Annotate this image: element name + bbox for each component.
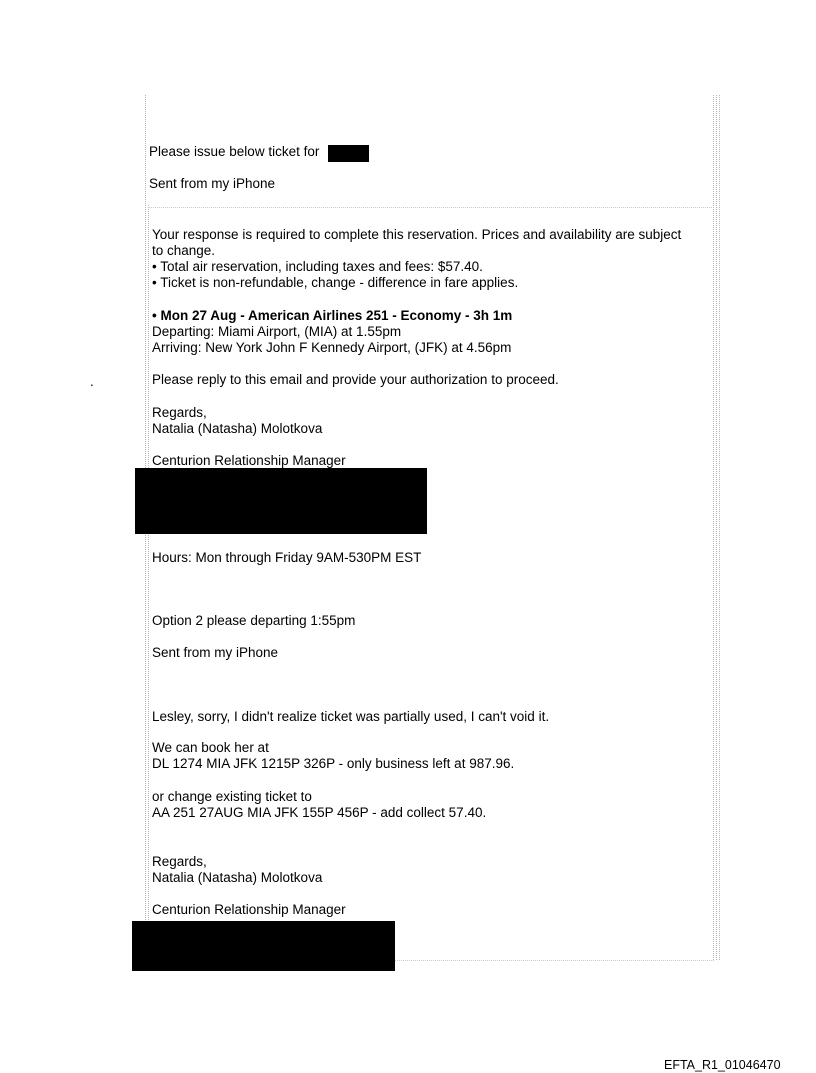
change-intro: or change existing ticket to (152, 789, 312, 804)
frame-left-line-inner (148, 205, 149, 960)
reply-request: Please reply to this email and provide your authorization to proceed. (152, 372, 559, 387)
signature-title: Centurion Relationship Manager (152, 453, 346, 468)
frame-right-line-3 (719, 95, 720, 960)
option-reply: Option 2 please departing 1:55pm (152, 613, 356, 628)
redaction-box (132, 921, 395, 971)
hours-line: Hours: Mon through Friday 9AM-530PM EST (152, 550, 422, 565)
signature-title: Centurion Relationship Manager (152, 902, 346, 917)
intro-line: Your response is required to complete this reservation. Prices and availability are subject (152, 227, 682, 242)
quote-top-border (148, 207, 714, 208)
arriving-line: Arriving: New York John F Kennedy Airport, (JFK) at 4.56pm (152, 340, 512, 355)
sent-from-iphone: Sent from my iPhone (152, 645, 279, 660)
aa-flight-option: AA 251 27AUG MIA JFK 155P 456P - add collect 57.40. (152, 805, 487, 820)
redaction-box (328, 145, 369, 162)
frame-right-line-2 (716, 95, 717, 960)
margin-mark: . (90, 374, 94, 389)
frame-right-line (713, 95, 714, 960)
sent-from-iphone: Sent from my iPhone (149, 176, 276, 191)
dl-flight-option: DL 1274 MIA JFK 1215P 326P - only business left at 987.96. (152, 756, 515, 771)
book-intro: We can book her at (152, 740, 269, 755)
intro-line-continued: to change. (152, 243, 216, 258)
redaction-box (135, 468, 427, 534)
departing-line: Departing: Miami Airport, (MIA) at 1.55pm (152, 324, 402, 339)
flight-title: • Mon 27 Aug - American Airlines 251 - Economy - 3h 1m (152, 308, 513, 323)
apology-line: Lesley, sorry, I didn't realize ticket was partially used, I can't void it. (152, 709, 550, 724)
document-id: EFTA_R1_01046470 (664, 1058, 781, 1072)
regards: Regards, (152, 405, 207, 420)
request-text: Please issue below ticket for (149, 144, 320, 159)
total-price-bullet: • Total air reservation, including taxes and fees: $57.40. (152, 259, 483, 274)
signature-name: Natalia (Natasha) Molotkova (152, 870, 323, 885)
regards: Regards, (152, 854, 207, 869)
signature-name: Natalia (Natasha) Molotkova (152, 421, 323, 436)
refund-policy-bullet: • Ticket is non-refundable, change - difference in fare applies. (152, 275, 519, 290)
